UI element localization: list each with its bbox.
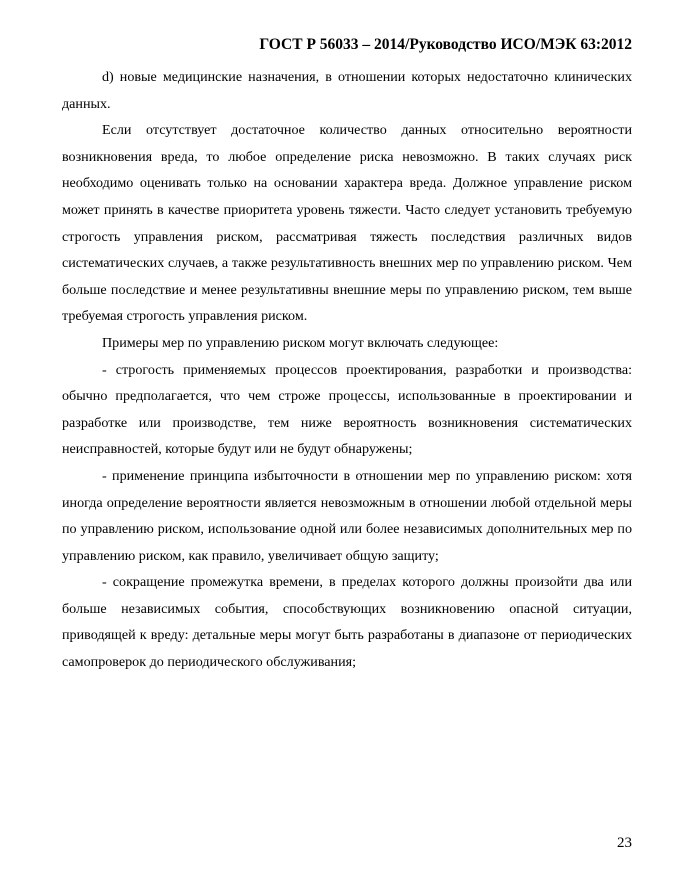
document-header: ГОСТ Р 56033 – 2014/Руководство ИСО/МЭК 63:2012 [259, 36, 632, 53]
list-item-redundancy: - применение принципа избыточности в отношении мер по управлению риском: хотя иногда определение вероятности является невозможным в отношении любой отдельной меры по управлению риском, использование одной или более независимых дополнительных мер по управлению риском, как правило, увеличивает общую защиту; [62, 467, 632, 564]
paragraph-examples-intro: Примеры мер по управлению риском могут включать следующее: [102, 334, 499, 351]
page-number: 23 [617, 835, 632, 851]
document-body [62, 64, 632, 676]
paragraph-risk-evaluation: Если отсутствует достаточное количество данных относительно вероятности возникновения вреда, то любое определение риска невозможно. В таких случаях риск необходимо оценивать только на основании характера вреда. Должное управление риском может принять в качестве приоритета уровень тяжести. Часто следует установить требуемую строгость управления риском, рассматривая тяжесть последствия различных видов систематических случаев, а также результативность внешних мер по управлению риском. Чем больше последствие и менее результативны внешние меры по управлению риском, тем выше требуемая строгость управления риском. [62, 122, 632, 325]
list-item-design-rigor: - строгость применяемых процессов проектирования, разработки и производства: обычно предполагается, что чем строже процессы, использованные в проектировании и разработке или производстве, тем ниже вероятность возникновения систематических неисправностей, которые будут или не будут обнаружены; [62, 361, 632, 458]
list-item-time-reduction: - сокращение промежутка времени, в пределах которого должны произойти два или больше независимых события, способствующих возникновению опасной ситуации, приводящей к вреду: детальные меры могут быть разработаны в диапазоне от периодических самопроверок до периодического обслуживания; [62, 574, 632, 671]
list-item-d: d) новые медицинские назначения, в отношении которых недостаточно клинических данных. [62, 69, 632, 112]
